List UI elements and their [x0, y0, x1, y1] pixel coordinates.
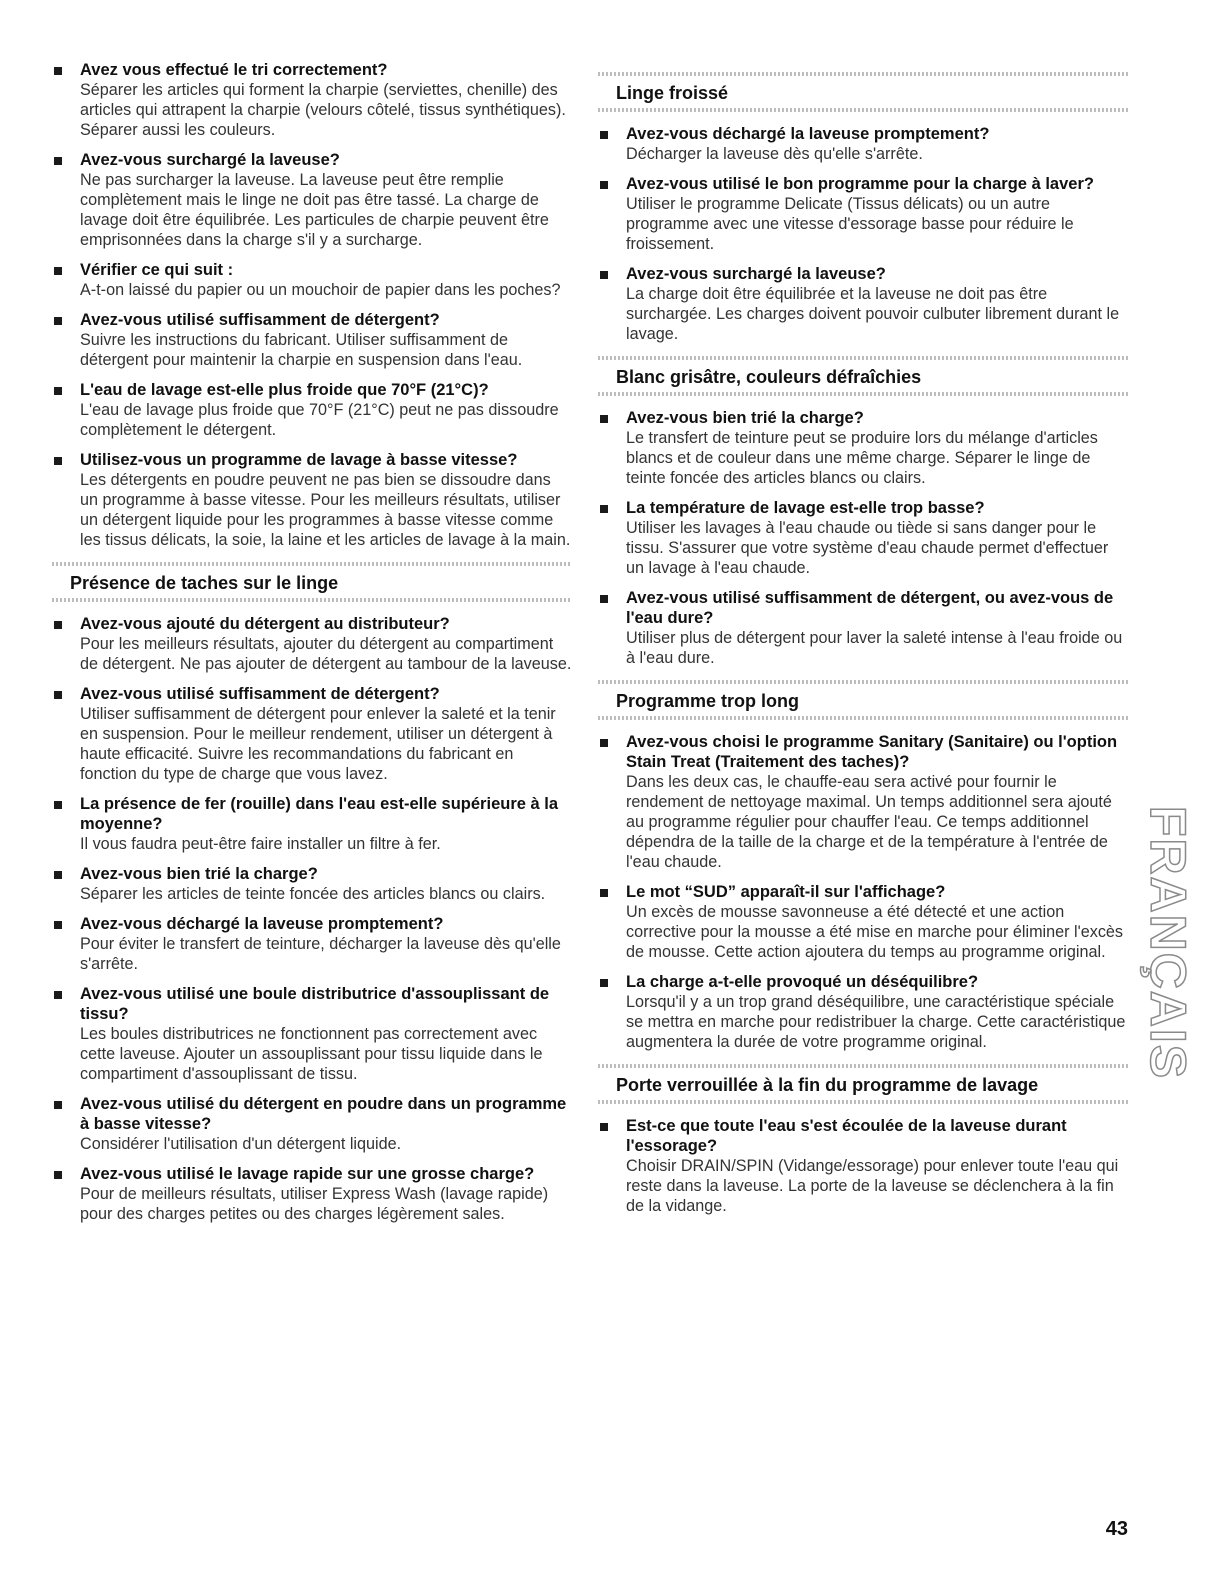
list-item [52, 310, 572, 370]
list-item [52, 1094, 572, 1154]
answer: Considérer l'utilisation d'un détergent liquide. [80, 1135, 402, 1153]
answer: Suivre les instructions du fabricant. Utiliser suffisamment de détergent pour maintenir la charpie en suspension dans l'eau. [80, 331, 523, 369]
list-item [598, 498, 1128, 578]
question: Utilisez-vous un programme de lavage à basse vitesse? [80, 451, 518, 469]
answer: Les détergents en poudre peuvent ne pas bien se dissoudre dans un programme à basse vitesse. Pour les meilleurs résultats, utiliser un détergent liquide pour les programmes à basse vitesse comme les tissus délicats, la soie, la laine et les articles de lavage à la main. [80, 471, 571, 549]
bullet-icon [600, 739, 608, 747]
bullet-icon [600, 131, 608, 139]
bullet-icon [54, 991, 62, 999]
question: Avez-vous utilisé une boule distributrice d'assouplissant de tissu? [80, 985, 550, 1023]
answer: Ne pas surcharger la laveuse. La laveuse peut être remplie complètement mais le linge ne doit pas être tassé. La charge de lavage doit être équilibrée. Les particules de charpie peuvent être emprisonnées dans la charge s'il y a surcharge. [80, 171, 549, 249]
section-title: Présence de taches sur le linge [70, 573, 339, 593]
answer: Décharger la laveuse dès qu'elle s'arrête. [626, 145, 923, 163]
question: Avez-vous utilisé suffisamment de détergent, ou avez-vous de l'eau dure? [626, 589, 1114, 627]
answer: Pour éviter le transfert de teinture, décharger la laveuse dès qu'elle s'arrête. [80, 935, 561, 973]
answer: Un excès de mousse savonneuse a été détecté et une action corrective pour la mousse a été mise en marche pour éliminer l'excès de mousse. Cette action ajoutera du temps au programme original. [626, 903, 1124, 961]
question: Avez-vous utilisé suffisamment de détergent? [80, 311, 440, 329]
question: La température de lavage est-elle trop basse? [626, 499, 985, 517]
left-column [52, 60, 572, 1234]
bullet-icon [54, 1101, 62, 1109]
bullet-icon [54, 921, 62, 929]
question: Avez-vous surchargé la laveuse? [626, 265, 886, 283]
list-item [52, 450, 572, 550]
question: Avez-vous bien trié la charge? [80, 865, 318, 883]
question: La présence de fer (rouille) dans l'eau est-elle supérieure à la moyenne? [80, 795, 559, 833]
list-item [52, 684, 572, 784]
answer: Lorsqu'il y a un trop grand déséquilibre, une caractéristique spéciale se mettra en marche pour redistribuer la charge. Cette caractéristique augmentera la durée de votre programme original. [626, 993, 1126, 1051]
list-item [598, 264, 1128, 344]
question: Avez-vous utilisé le bon programme pour la charge à laver? [626, 175, 1094, 193]
list-item [598, 882, 1128, 962]
question: La charge a-t-elle provoqué un déséquilibre? [626, 973, 979, 991]
list-item [52, 260, 572, 300]
answer: Utiliser les lavages à l'eau chaude ou tiède si sans danger pour le tissu. S'assurer que votre système d'eau chaude permet d'effectuer un lavage à l'eau chaude. [626, 519, 1109, 577]
bullet-icon [600, 271, 608, 279]
section-header-long [598, 680, 1128, 720]
bullet-icon [54, 267, 62, 275]
dotted-rule [598, 1100, 1128, 1104]
language-label: FRANÇAIS [1140, 805, 1197, 1081]
bullet-icon [54, 621, 62, 629]
question: Avez-vous utilisé le lavage rapide sur une grosse charge? [80, 1165, 535, 1183]
language-side-tab [1140, 805, 1197, 1081]
bullet-icon [54, 317, 62, 325]
answer: Il vous faudra peut-être faire installer un filtre à fer. [80, 835, 441, 853]
section-title: Blanc grisâtre, couleurs défraîchies [616, 367, 922, 387]
bullet-icon [600, 415, 608, 423]
question: Avez-vous déchargé la laveuse promptement? [80, 915, 444, 933]
bullet-icon [54, 457, 62, 465]
question: Avez-vous choisi le programme Sanitary (Sanitaire) ou l'option Stain Treat (Traitement des taches)? [626, 733, 1118, 771]
answer: Utiliser le programme Delicate (Tissus délicats) ou un autre programme avec une vitesse d'essorage basse pour réduire le froissement. [626, 195, 1074, 253]
section-title: Programme trop long [616, 691, 800, 711]
question: L'eau de lavage est-elle plus froide que 70°F (21°C)? [80, 381, 489, 399]
bullet-icon [54, 801, 62, 809]
bullet-icon [54, 691, 62, 699]
section-title: Linge froissé [616, 83, 729, 103]
question: Avez-vous utilisé suffisamment de détergent? [80, 685, 440, 703]
question: Vérifier ce qui suit : [80, 261, 234, 279]
answer: Séparer les articles qui forment la charpie (serviettes, chenille) des articles qui attrapent la charpie (velours côtelé, tissus synthétiques). Séparer aussi les couleurs. [80, 81, 566, 139]
bullet-icon [600, 1123, 608, 1131]
answer: Dans les deux cas, le chauffe-eau sera activé pour fournir le rendement de nettoyage maximal. Un temps additionnel sera ajouté au programme régulier pour chauffer l'eau. Ce temps additionnel dépendra de la taille de la charge et de la température à l'entrée de l'eau chaude. [626, 773, 1112, 871]
list-item [598, 1116, 1128, 1216]
list-item [52, 984, 572, 1084]
bullet-icon [600, 595, 608, 603]
list-item [598, 124, 1128, 164]
bullet-icon [54, 1171, 62, 1179]
section-header-porte [598, 1064, 1128, 1104]
answer: Utiliser suffisamment de détergent pour enlever la saleté et la tenir en suspension. Pour le meilleur rendement, utiliser un détergent à haute efficacité. Suivre les recommandations du fabricant en fonction du type de charge que vous lavez. [80, 705, 556, 783]
section-title: Porte verrouillée à la fin du programme de lavage [616, 1075, 1039, 1095]
list-item [598, 732, 1128, 872]
right-column [598, 72, 1128, 1226]
answer: Utiliser plus de détergent pour laver la saleté intense à l'eau froide ou à l'eau dure. [626, 629, 1123, 667]
dotted-rule [598, 716, 1128, 720]
question: Avez-vous surchargé la laveuse? [80, 151, 340, 169]
list-item [52, 60, 572, 140]
question: Avez-vous bien trié la charge? [626, 409, 864, 427]
dotted-rule [598, 392, 1128, 396]
page-number: 43 [1105, 1518, 1128, 1540]
answer: A-t-on laissé du papier ou un mouchoir de papier dans les poches? [80, 281, 561, 299]
answer: Pour de meilleurs résultats, utiliser Express Wash (lavage rapide) pour des charges petites ou des charges légèrement sales. [80, 1185, 549, 1223]
bullet-icon [600, 889, 608, 897]
list-item [598, 408, 1128, 488]
section-header-blanc [598, 356, 1128, 396]
list-item [598, 588, 1128, 668]
list-item [52, 380, 572, 440]
question: Est-ce que toute l'eau s'est écoulée de la laveuse durant l'essorage? [626, 1117, 1067, 1155]
bullet-icon [600, 505, 608, 513]
bullet-icon [600, 181, 608, 189]
question: Avez-vous déchargé la laveuse promptement? [626, 125, 990, 143]
answer: Choisir DRAIN/SPIN (Vidange/essorage) pour enlever toute l'eau qui reste dans la laveuse. La porte de la laveuse se déclenchera à la fin de la vidange. [626, 1157, 1119, 1215]
bullet-icon [54, 387, 62, 395]
question: Avez-vous utilisé du détergent en poudre dans un programme à basse vitesse? [80, 1095, 567, 1133]
list-item [52, 914, 572, 974]
answer: Séparer les articles de teinte foncée des articles blancs ou clairs. [80, 885, 546, 903]
list-item [598, 174, 1128, 254]
bullet-icon [54, 157, 62, 165]
list-item [52, 150, 572, 250]
section-header-froisse [598, 72, 1128, 112]
list-item [52, 794, 572, 854]
question: Avez-vous ajouté du détergent au distributeur? [80, 615, 450, 633]
list-item [52, 614, 572, 674]
answer: Le transfert de teinture peut se produire lors du mélange d'articles blancs et de couleur dans une même charge. Séparer le linge de teinte foncée des articles blancs ou clairs. [626, 429, 1098, 487]
dotted-rule [52, 598, 572, 602]
bullet-icon [54, 67, 62, 75]
answer: Pour les meilleurs résultats, ajouter du détergent au compartiment de détergent. Ne pas ajouter de détergent au tambour de la laveuse. [80, 635, 572, 673]
question: Avez vous effectué le tri correctement? [80, 61, 388, 79]
dotted-rule [598, 108, 1128, 112]
list-item [598, 972, 1128, 1052]
answer: L'eau de lavage plus froide que 70°F (21°C) peut ne pas dissoudre complètement le détergent. [80, 401, 559, 439]
section-header-taches [52, 562, 572, 602]
answer: Les boules distributrices ne fonctionnent pas correctement avec cette laveuse. Ajouter un assouplissant pour tissu liquide dans le compartiment d'assouplissant de tissu. [80, 1025, 543, 1083]
bullet-icon [600, 979, 608, 987]
bullet-icon [54, 871, 62, 879]
answer: La charge doit être équilibrée et la laveuse ne doit pas être surchargée. Les charges doivent pouvoir culbuter librement durant le lavage. [626, 285, 1120, 343]
list-item [52, 864, 572, 904]
question: Le mot “SUD” apparaît-il sur l'affichage? [626, 883, 946, 901]
list-item [52, 1164, 572, 1224]
